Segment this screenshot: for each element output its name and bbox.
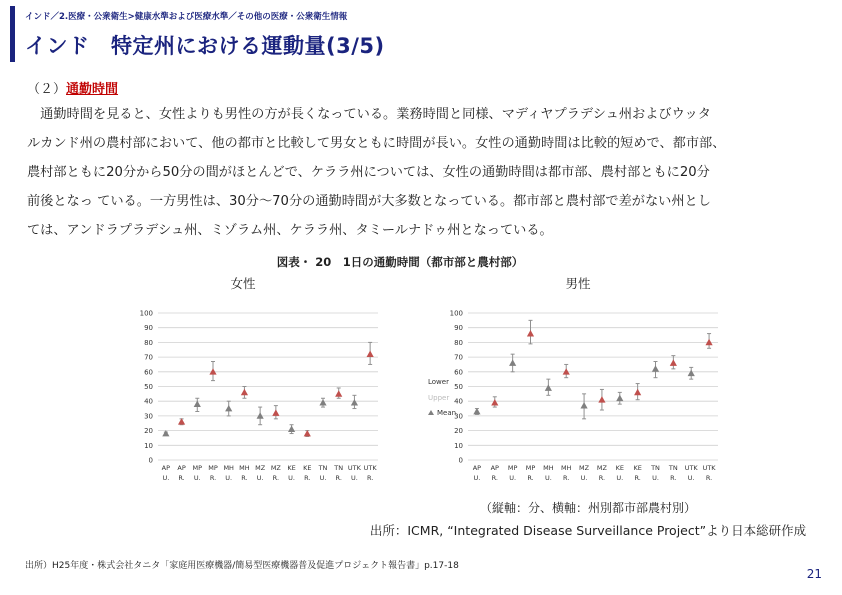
mean-marker (288, 426, 295, 432)
legend-upper: Upper (428, 394, 450, 402)
y-tick-label: 10 (144, 441, 153, 450)
x-tick-label: MP (192, 464, 203, 472)
mean-marker (272, 409, 279, 415)
commute-time-chart (128, 250, 807, 540)
x-tick-label: U. (256, 474, 264, 482)
x-tick-label: U. (616, 474, 624, 482)
source-note: 出所）H25年度・株式会社タニタ「家庭用医療機器/簡易型医療機器普及促進プロジェクト報告書」p.17-18 (25, 561, 459, 571)
mean-marker (652, 365, 659, 371)
figure-source: 出所：ICMR, “Integrated Disease Surveillance Project”より日本総研作成 (369, 523, 807, 538)
x-tick-label: KE (287, 464, 296, 472)
x-tick-label: R. (241, 474, 248, 482)
breadcrumb: インド／2.医療・公衆衛生>健康水準および医療水準／その他の医療・公衆衛生情報 (25, 12, 348, 22)
commute-time-figure (128, 250, 807, 540)
x-tick-label: UTK (363, 464, 377, 472)
body-line: 前後となっ ている。一方男性は、30分～70分の通勤時間が大多数となっている。都市部と農村部で差がない州とし (27, 194, 711, 209)
x-tick-label: MH (560, 464, 572, 472)
body-line: ては、アンドラプラデシュ州、ミゾラム州、ケララ州、タミールナドゥ州となっている。 (27, 223, 553, 238)
chart-panel (450, 276, 718, 482)
legend-mean-marker (428, 410, 434, 415)
y-tick-label: 60 (144, 368, 153, 377)
page-number: 21 (806, 567, 822, 581)
chart-title: 図表・ 20 1日の通勤時間（都市部と農村部） (276, 255, 524, 269)
mean-marker (527, 330, 534, 336)
section-number: （２） (27, 82, 67, 97)
chart-legend (428, 378, 456, 417)
y-tick-label: 80 (454, 338, 463, 347)
y-tick-label: 70 (144, 353, 153, 362)
x-tick-label: UTK (684, 464, 698, 472)
x-tick-label: MZ (596, 464, 607, 472)
mean-marker (473, 408, 480, 414)
chart-panel (140, 276, 378, 482)
x-tick-label: MH (223, 464, 234, 472)
x-tick-label: U. (652, 474, 659, 482)
mean-marker (178, 418, 185, 424)
x-tick-label: R. (178, 474, 185, 482)
x-tick-label: MZ (270, 464, 281, 472)
x-tick-label: TN (334, 464, 344, 472)
y-tick-label: 30 (454, 412, 463, 421)
axis-note: （縦軸：分、横軸：州別都市部農村別） (479, 501, 697, 515)
x-tick-label: TN (318, 464, 328, 472)
panel-title: 男性 (565, 276, 591, 291)
x-tick-label: MZ (255, 464, 266, 472)
x-tick-label: R. (563, 474, 570, 482)
x-tick-label: MH (543, 464, 554, 472)
section-heading-text: 通勤時間 (66, 82, 119, 97)
x-tick-label: U. (580, 474, 588, 482)
y-tick-label: 50 (454, 383, 463, 391)
mean-marker (509, 359, 516, 365)
mean-marker (241, 389, 248, 395)
x-tick-label: KE (633, 464, 642, 472)
y-tick-label: 0 (148, 456, 153, 465)
x-tick-label: R. (209, 474, 217, 482)
x-tick-label: TN (668, 464, 678, 472)
y-tick-label: 20 (454, 427, 463, 436)
x-tick-label: U. (288, 474, 295, 482)
y-tick-label: 0 (458, 456, 463, 465)
title-accent-bar (10, 6, 15, 62)
legend-lower: Lower (428, 378, 449, 386)
y-tick-label: 40 (144, 397, 153, 406)
x-tick-label: U. (473, 474, 481, 482)
x-tick-label: R. (335, 474, 342, 482)
y-tick-label: 10 (454, 441, 463, 450)
x-tick-label: R. (527, 474, 534, 482)
mean-marker (491, 399, 498, 405)
x-tick-label: UTK (347, 464, 361, 472)
x-tick-label: R. (304, 474, 311, 482)
y-tick-label: 40 (454, 397, 463, 406)
mean-marker (351, 399, 358, 405)
x-tick-label: U. (225, 474, 233, 482)
mean-marker (319, 399, 326, 405)
y-tick-label: 50 (144, 383, 153, 391)
x-tick-label: U. (162, 474, 170, 482)
x-tick-label: U. (687, 474, 695, 482)
x-tick-label: UTK (702, 464, 716, 472)
x-tick-label: U. (509, 474, 517, 482)
x-tick-label: AP (472, 464, 482, 472)
x-tick-label: R. (366, 474, 374, 482)
mean-marker (335, 390, 342, 396)
mean-marker (545, 384, 552, 390)
y-tick-label: 100 (139, 309, 153, 318)
mean-marker (598, 396, 605, 402)
x-tick-label: R. (598, 474, 606, 482)
x-tick-label: R. (670, 474, 677, 482)
x-tick-label: R. (272, 474, 280, 482)
y-tick-label: 70 (454, 353, 463, 362)
x-tick-label: MP (525, 464, 536, 472)
mean-marker (634, 389, 641, 395)
mean-marker (580, 402, 587, 408)
x-tick-label: TN (651, 464, 660, 472)
y-tick-label: 20 (144, 427, 153, 436)
y-tick-label: 80 (144, 338, 153, 347)
panel-title: 女性 (230, 276, 256, 291)
body-line: 農村部ともに20分から50分の間がほとんどで、ケララ州については、女性の通勤時間は都市部、農村部ともに20分 (27, 165, 710, 180)
x-tick-label: U. (351, 474, 358, 482)
x-tick-label: MH (239, 464, 250, 472)
x-tick-label: KE (615, 464, 624, 472)
x-tick-label: MP (507, 464, 518, 472)
mean-marker (616, 395, 623, 401)
x-tick-label: AP (161, 464, 171, 472)
x-tick-label: U. (319, 474, 327, 482)
mean-marker (670, 359, 677, 365)
page-title: インド 特定州における運動量(3/5) (25, 34, 385, 58)
x-tick-label: R. (634, 474, 641, 482)
section-heading (27, 78, 118, 97)
x-tick-label: AP (490, 464, 499, 472)
y-tick-label: 90 (454, 324, 463, 333)
x-tick-label: KE (303, 464, 312, 472)
y-tick-label: 100 (449, 309, 463, 318)
y-tick-label: 90 (144, 324, 153, 333)
y-tick-label: 60 (454, 368, 463, 377)
body-line: ルカンド州の農村部において、他の都市と比較して男女ともに時間が長い。女性の通勤時間は比較的短めで、都市部、 (27, 136, 726, 151)
x-tick-label: R. (491, 474, 498, 482)
x-tick-label: AP (177, 464, 186, 472)
mean-marker (367, 351, 374, 357)
x-tick-label: MZ (579, 464, 590, 472)
y-tick-label: 30 (144, 412, 153, 421)
mean-marker (225, 405, 232, 411)
x-tick-label: U. (193, 474, 201, 482)
legend-mean: Mean (437, 409, 457, 417)
x-tick-label: MP (208, 464, 218, 472)
x-tick-label: R. (705, 474, 713, 482)
body-line: 通勤時間を見ると、女性よりも男性の方が長くなっている。業務時間と同様、マディヤプラデシュ州およびウッタ (27, 107, 711, 122)
x-tick-label: U. (544, 474, 552, 482)
mean-marker (688, 370, 695, 376)
body-paragraph (27, 100, 817, 245)
